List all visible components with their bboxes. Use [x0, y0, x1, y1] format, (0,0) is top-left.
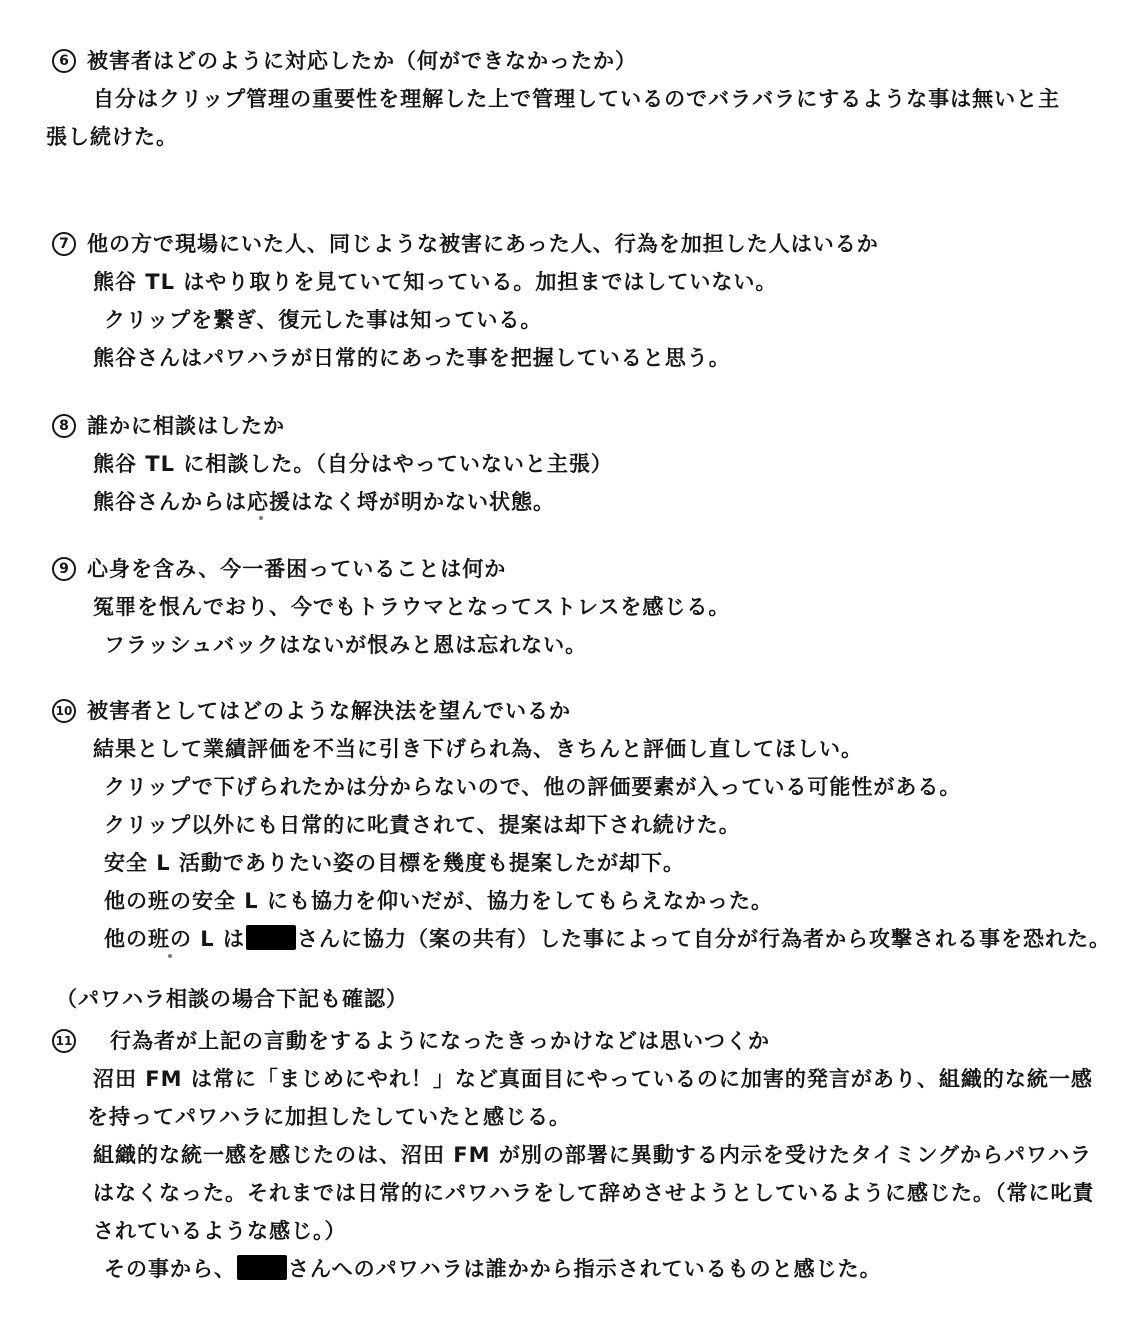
text-segment: フラッシュバックはないが恨みと恩は忘れない。 [104, 633, 588, 657]
text-segment: （パワハラ相談の場合下記も確認） [56, 987, 408, 1011]
text-segment: 張し続けた。 [46, 125, 178, 149]
text-segment: 安全 L 活動でありたい姿の目標を幾度も提案したが却下。 [104, 851, 686, 875]
document-line [0, 445, 1126, 483]
document-line [0, 80, 1126, 118]
document-line [0, 1136, 1126, 1174]
parenthetical-note [0, 980, 1126, 1018]
section-title-line [0, 407, 1126, 445]
text-segment: その事から、 [104, 1257, 236, 1281]
text-segment: 冤罪を恨んでおり、今でもトラウマとなってストレスを感じる。 [93, 595, 731, 619]
text-segment: 結果として業績評価を不当に引き下げられ為、きちんと評価し直してほしい。 [93, 737, 863, 761]
document-line [0, 920, 1126, 958]
redacted-name-box [237, 1255, 287, 1280]
section-title-line [0, 225, 1126, 263]
section-title-text: 被害者としてはどのような解決法を望んでいるか [87, 699, 571, 723]
text-segment: クリップで下げられたかは分からないので、他の評価要素が入っている可能性がある。 [104, 775, 962, 799]
circled-number-marker [52, 699, 76, 723]
text-segment: 他の班の安全 L にも協力を仰いだが、協力をしてもらえなかった。 [104, 889, 774, 913]
section-9 [0, 550, 1126, 664]
document-line [0, 339, 1126, 377]
text-segment: を持ってパワハラに加担したしていたと感じる。 [87, 1105, 571, 1129]
scan-artifact-dot [168, 954, 172, 958]
document-line [0, 588, 1126, 626]
circled-number-marker [52, 557, 76, 581]
marker-number: 10 [55, 704, 73, 718]
text-segment: 熊谷 TL はやり取りを見ていて知っている。加担まではしていない。 [93, 270, 778, 294]
section-title-text: 心身を含み、今一番困っていることは何か [87, 557, 507, 581]
section-title-line [0, 550, 1126, 588]
text-segment: 他の班の L は [104, 927, 246, 951]
section-title-text: 他の方で現場にいた人、同じような被害にあった人、行為を加担した人はいるか [87, 232, 879, 256]
document-line [0, 768, 1126, 806]
redacted-name-box [246, 925, 296, 950]
text-segment: さんに協力（案の共有）した事によって自分が行為者から攻撃される事を恐れた。 [297, 927, 1112, 951]
document-line [0, 844, 1126, 882]
circled-number-marker [52, 1029, 76, 1053]
section-7 [0, 225, 1126, 377]
document-line [0, 1098, 1126, 1136]
section-6 [0, 42, 1126, 156]
circled-number-marker [52, 49, 76, 73]
document-line [0, 1250, 1126, 1288]
document-line [0, 301, 1126, 339]
section-title-line [0, 692, 1126, 730]
document-line [0, 730, 1126, 768]
text-segment: されているような感じ。） [93, 1219, 347, 1243]
document-line [0, 1060, 1126, 1098]
document-line [0, 118, 1126, 156]
text-segment: 熊谷 TL に相談した。（自分はやっていないと主張） [93, 452, 613, 476]
text-segment: 沼田 FM は常に「まじめにやれ！」など真面目にやっているのに加害的発言があり、組織的な統一感 [93, 1067, 1093, 1091]
text-segment: 熊谷さんはパワハラが日常的にあった事を把握していると思う。 [93, 346, 731, 370]
document-line [0, 1212, 1126, 1250]
circled-number-marker [52, 414, 76, 438]
document-line [0, 1174, 1126, 1212]
marker-number: 8 [59, 418, 69, 434]
text-segment: クリップを繋ぎ、復元した事は知っている。 [104, 308, 543, 332]
section-title-text: 被害者はどのように対応したか（何ができなかったか） [87, 49, 637, 73]
document-line [0, 626, 1126, 664]
document-line [0, 882, 1126, 920]
marker-number: 9 [59, 561, 69, 577]
document-line [0, 483, 1126, 521]
section-title-line [0, 1022, 1126, 1060]
text-segment: はなくなった。それまでは日常的にパワハラをして辞めさせようとしているように感じた。（常に叱責 [93, 1181, 1095, 1205]
section-title-text: 行為者が上記の言動をするようになったきっかけなどは思いつくか [110, 1029, 770, 1053]
text-segment: 自分はクリップ管理の重要性を理解した上で管理しているのでバラバラにするような事は無いと主 [93, 87, 1061, 111]
text-segment: さんへのパワハラは誰かから指示されているものと感じた。 [288, 1257, 882, 1281]
marker-number: 7 [59, 236, 69, 252]
section-11 [0, 1022, 1126, 1288]
section-10 [0, 692, 1126, 958]
scan-artifact-dot [259, 516, 263, 520]
text-segment: クリップ以外にも日常的に叱責されて、提案は却下され続けた。 [104, 813, 741, 837]
text-segment: 熊谷さんからは応援はなく埒が明かない状態。 [93, 490, 555, 514]
marker-number: 11 [55, 1034, 73, 1048]
text-segment: 組織的な統一感を感じたのは、沼田 FM が別の部署に異動する内示を受けたタイミングからパワハラ [93, 1143, 1093, 1167]
document-line [0, 806, 1126, 844]
section-8 [0, 407, 1126, 521]
section-title-text: 誰かに相談はしたか [87, 414, 285, 438]
circled-number-marker [52, 232, 76, 256]
marker-number: 6 [59, 53, 69, 69]
section-title-line [0, 42, 1126, 80]
document-line [0, 980, 1126, 1018]
document-line [0, 263, 1126, 301]
